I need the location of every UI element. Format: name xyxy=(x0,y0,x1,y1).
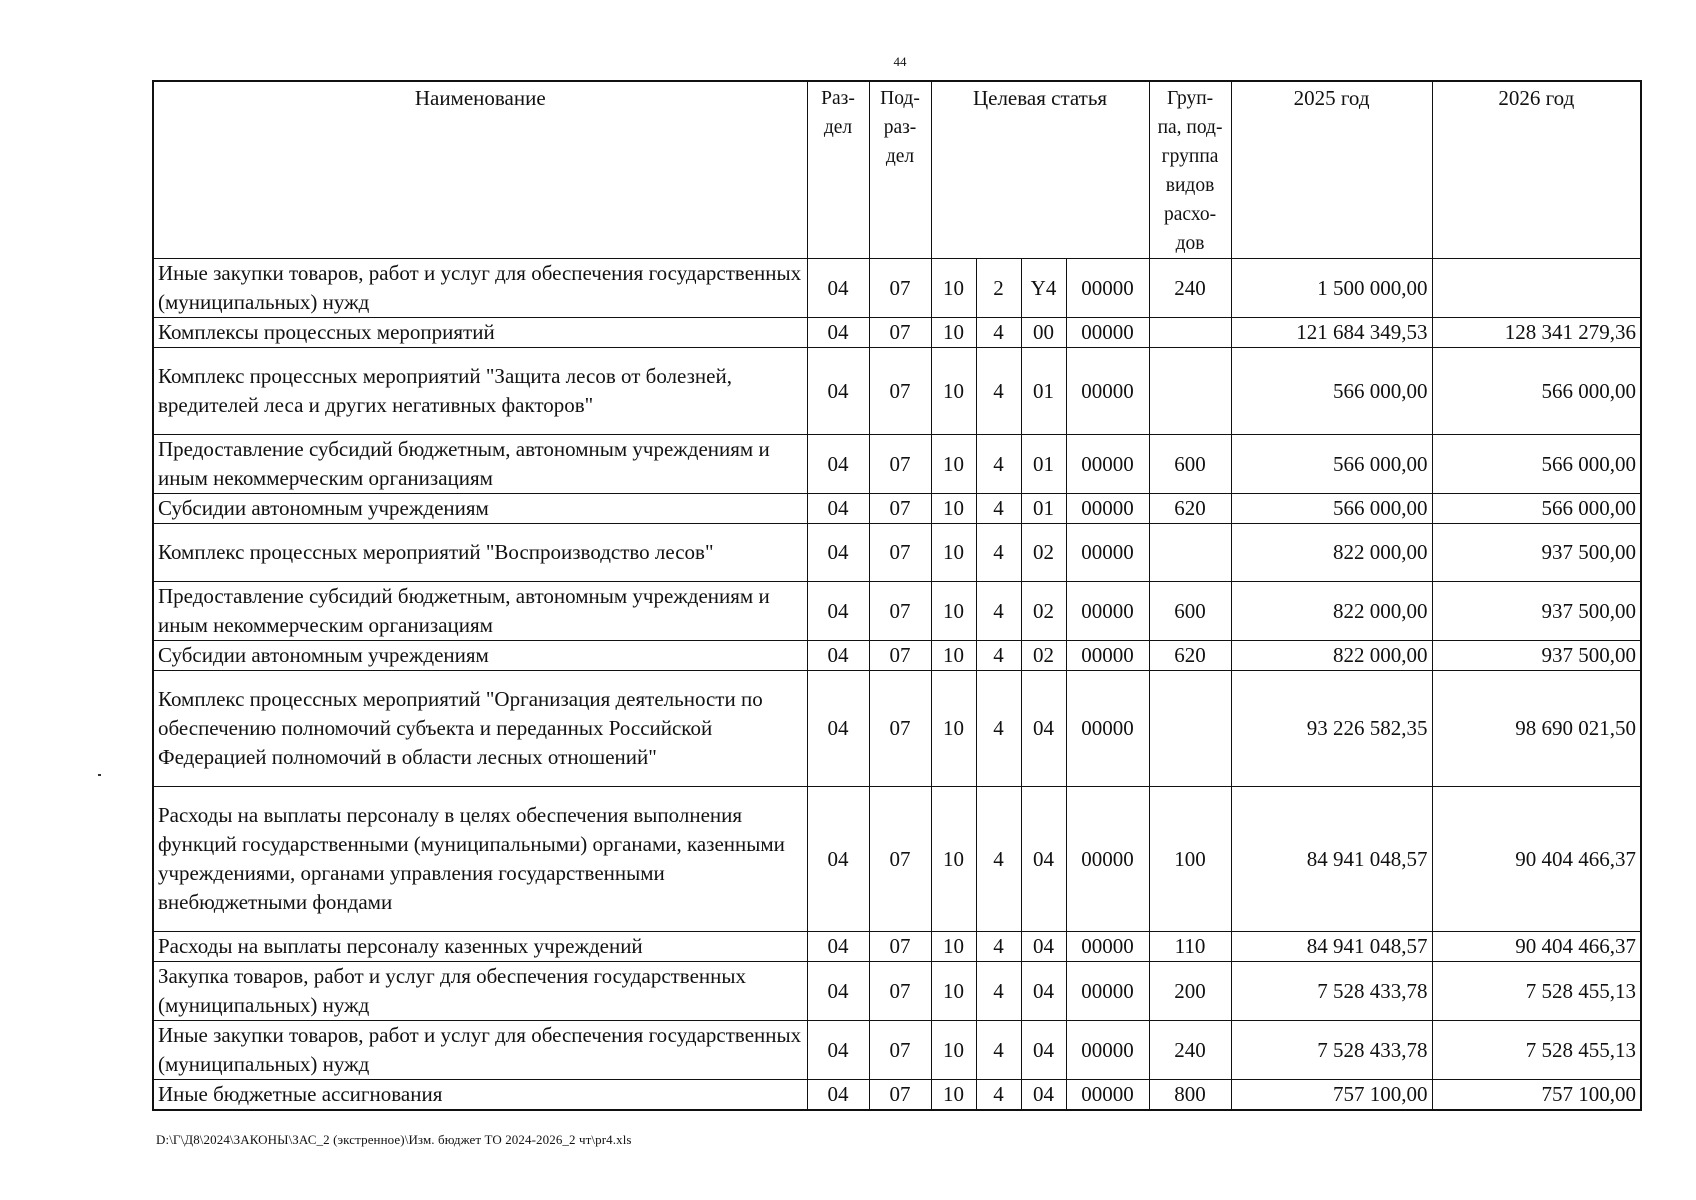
row-target-program: 10 xyxy=(931,962,976,1021)
row-target-type: 4 xyxy=(976,671,1021,787)
row-amount-2026: 566 000,00 xyxy=(1432,494,1641,524)
row-target-program: 10 xyxy=(931,259,976,318)
file-path-footer: D:\Г\Д8\2024\ЗАКОНЫ\ЗАС_2 (экстренное)\Изм. бюджет ТО 2024-2026_2 чт\pr4.xls xyxy=(156,1132,632,1147)
row-amount-2025: 822 000,00 xyxy=(1231,641,1432,671)
page-number: 44 xyxy=(893,54,907,69)
row-amount-2025: 84 941 048,57 xyxy=(1231,787,1432,932)
row-amount-2025: 566 000,00 xyxy=(1231,435,1432,494)
row-expense-group xyxy=(1149,524,1231,582)
row-target-subitem: 02 xyxy=(1021,582,1066,641)
row-target-type: 4 xyxy=(976,1021,1021,1080)
row-target-subitem: 04 xyxy=(1021,1021,1066,1080)
row-target-type: 4 xyxy=(976,962,1021,1021)
row-target-direction: 00000 xyxy=(1066,582,1149,641)
row-subsection: 07 xyxy=(869,582,931,641)
row-subsection: 07 xyxy=(869,671,931,787)
row-amount-2025: 566 000,00 xyxy=(1231,494,1432,524)
row-target-type: 4 xyxy=(976,787,1021,932)
row-name: Комплекс процессных мероприятий "Защита лесов от болезней, вредителей леса и других негативных факторов" xyxy=(153,348,807,435)
row-target-type: 4 xyxy=(976,524,1021,582)
row-target-program: 10 xyxy=(931,524,976,582)
row-section: 04 xyxy=(807,787,869,932)
row-amount-2026: 98 690 021,50 xyxy=(1432,671,1641,787)
row-amount-2026: 937 500,00 xyxy=(1432,641,1641,671)
row-amount-2025: 7 528 433,78 xyxy=(1231,962,1432,1021)
row-target-subitem: 04 xyxy=(1021,787,1066,932)
row-target-subitem: 02 xyxy=(1021,641,1066,671)
row-amount-2025: 566 000,00 xyxy=(1231,348,1432,435)
row-target-direction: 00000 xyxy=(1066,259,1149,318)
row-name: Субсидии автономным учреждениям xyxy=(153,494,807,524)
row-target-direction: 00000 xyxy=(1066,1080,1149,1111)
row-name: Иные закупки товаров, работ и услуг для обеспечения государственных (муниципальных) нужд xyxy=(153,259,807,318)
table-row xyxy=(153,1021,1641,1080)
row-amount-2026: 128 341 279,36 xyxy=(1432,318,1641,348)
row-subsection: 07 xyxy=(869,962,931,1021)
table-row xyxy=(153,962,1641,1021)
row-subsection: 07 xyxy=(869,524,931,582)
row-name: Иные закупки товаров, работ и услуг для обеспечения государственных (муниципальных) нужд xyxy=(153,1021,807,1080)
row-amount-2026: 7 528 455,13 xyxy=(1432,962,1641,1021)
row-amount-2025: 822 000,00 xyxy=(1231,582,1432,641)
row-target-subitem: 04 xyxy=(1021,932,1066,962)
row-expense-group xyxy=(1149,671,1231,787)
row-name: Комплексы процессных мероприятий xyxy=(153,318,807,348)
row-target-direction: 00000 xyxy=(1066,524,1149,582)
row-expense-group: 600 xyxy=(1149,435,1231,494)
row-section: 04 xyxy=(807,932,869,962)
table-body xyxy=(153,259,1641,1111)
row-subsection: 07 xyxy=(869,435,931,494)
row-subsection: 07 xyxy=(869,318,931,348)
row-target-subitem: 04 xyxy=(1021,962,1066,1021)
row-amount-2025: 7 528 433,78 xyxy=(1231,1021,1432,1080)
row-amount-2025: 757 100,00 xyxy=(1231,1080,1432,1111)
row-target-direction: 00000 xyxy=(1066,1021,1149,1080)
row-amount-2026: 937 500,00 xyxy=(1432,582,1641,641)
row-target-direction: 00000 xyxy=(1066,962,1149,1021)
header-expense-group: Груп- па, под- группа видов расхо- дов xyxy=(1149,81,1231,259)
row-section: 04 xyxy=(807,641,869,671)
row-amount-2026: 566 000,00 xyxy=(1432,435,1641,494)
row-name: Предоставление субсидий бюджетным, автономным учреждениям и иным некоммерческим организациям xyxy=(153,582,807,641)
row-name: Иные бюджетные ассигнования xyxy=(153,1080,807,1111)
row-name: Комплекс процессных мероприятий "Организация деятельности по обеспечению полномочий субъекта и переданных Российской Федерацией полномочий в области лесных отношений" xyxy=(153,671,807,787)
row-subsection: 07 xyxy=(869,348,931,435)
row-target-type: 4 xyxy=(976,435,1021,494)
row-expense-group: 200 xyxy=(1149,962,1231,1021)
row-subsection: 07 xyxy=(869,1021,931,1080)
row-target-type: 4 xyxy=(976,1080,1021,1111)
row-amount-2026: 937 500,00 xyxy=(1432,524,1641,582)
row-target-subitem: 01 xyxy=(1021,494,1066,524)
row-expense-group: 600 xyxy=(1149,582,1231,641)
row-section: 04 xyxy=(807,582,869,641)
row-target-subitem: Y4 xyxy=(1021,259,1066,318)
header-subsection: Под- раз- дел xyxy=(869,81,931,259)
row-name: Субсидии автономным учреждениям xyxy=(153,641,807,671)
row-name: Предоставление субсидий бюджетным, автономным учреждениям и иным некоммерческим организациям xyxy=(153,435,807,494)
row-target-program: 10 xyxy=(931,318,976,348)
row-target-direction: 00000 xyxy=(1066,494,1149,524)
row-name: Закупка товаров, работ и услуг для обеспечения государственных (муниципальных) нужд xyxy=(153,962,807,1021)
row-amount-2026: 90 404 466,37 xyxy=(1432,932,1641,962)
row-target-direction: 00000 xyxy=(1066,641,1149,671)
header-target-article: Целевая статья xyxy=(931,81,1149,259)
row-expense-group: 240 xyxy=(1149,259,1231,318)
row-target-program: 10 xyxy=(931,671,976,787)
row-target-program: 10 xyxy=(931,932,976,962)
row-target-direction: 00000 xyxy=(1066,435,1149,494)
row-section: 04 xyxy=(807,1080,869,1111)
row-target-type: 4 xyxy=(976,494,1021,524)
row-subsection: 07 xyxy=(869,641,931,671)
row-target-direction: 00000 xyxy=(1066,671,1149,787)
row-amount-2025: 822 000,00 xyxy=(1231,524,1432,582)
row-target-program: 10 xyxy=(931,787,976,932)
header-year-2025: 2025 год xyxy=(1231,81,1432,259)
row-section: 04 xyxy=(807,259,869,318)
header-year-2026: 2026 год xyxy=(1432,81,1641,259)
row-target-direction: 00000 xyxy=(1066,787,1149,932)
row-section: 04 xyxy=(807,962,869,1021)
table-row xyxy=(153,932,1641,962)
table-row xyxy=(153,318,1641,348)
table-row xyxy=(153,582,1641,641)
row-expense-group: 110 xyxy=(1149,932,1231,962)
row-subsection: 07 xyxy=(869,259,931,318)
row-amount-2025: 121 684 349,53 xyxy=(1231,318,1432,348)
row-target-direction: 00000 xyxy=(1066,318,1149,348)
table-row xyxy=(153,259,1641,318)
header-section: Раз- дел xyxy=(807,81,869,259)
table-row xyxy=(153,641,1641,671)
row-subsection: 07 xyxy=(869,1080,931,1111)
row-section: 04 xyxy=(807,524,869,582)
row-target-subitem: 04 xyxy=(1021,1080,1066,1111)
row-target-program: 10 xyxy=(931,1080,976,1111)
row-target-type: 4 xyxy=(976,348,1021,435)
table-row xyxy=(153,348,1641,435)
row-expense-group: 620 xyxy=(1149,494,1231,524)
row-expense-group: 620 xyxy=(1149,641,1231,671)
row-amount-2025: 93 226 582,35 xyxy=(1231,671,1432,787)
row-target-subitem: 01 xyxy=(1021,348,1066,435)
row-section: 04 xyxy=(807,671,869,787)
row-target-program: 10 xyxy=(931,582,976,641)
row-target-program: 10 xyxy=(931,494,976,524)
row-section: 04 xyxy=(807,435,869,494)
row-target-type: 2 xyxy=(976,259,1021,318)
row-target-subitem: 04 xyxy=(1021,671,1066,787)
row-subsection: 07 xyxy=(869,787,931,932)
row-target-program: 10 xyxy=(931,435,976,494)
row-target-program: 10 xyxy=(931,1021,976,1080)
row-section: 04 xyxy=(807,1021,869,1080)
scan-mark xyxy=(98,774,101,776)
row-name: Расходы на выплаты персоналу казенных учреждений xyxy=(153,932,807,962)
row-expense-group xyxy=(1149,318,1231,348)
table-row xyxy=(153,494,1641,524)
row-name: Расходы на выплаты персоналу в целях обеспечения выполнения функций государственными (муниципальными) органами, казенными учреждениями, органами управления государственными внебюджетными фондами xyxy=(153,787,807,932)
row-name: Комплекс процессных мероприятий "Воспроизводство лесов" xyxy=(153,524,807,582)
row-section: 04 xyxy=(807,318,869,348)
table-row xyxy=(153,524,1641,582)
header-name: Наименование xyxy=(153,81,807,259)
row-section: 04 xyxy=(807,494,869,524)
table-row xyxy=(153,671,1641,787)
row-expense-group: 100 xyxy=(1149,787,1231,932)
table-row xyxy=(153,1080,1641,1111)
row-amount-2025: 1 500 000,00 xyxy=(1231,259,1432,318)
row-amount-2026: 757 100,00 xyxy=(1432,1080,1641,1111)
row-target-subitem: 02 xyxy=(1021,524,1066,582)
row-expense-group xyxy=(1149,348,1231,435)
row-expense-group: 800 xyxy=(1149,1080,1231,1111)
row-expense-group: 240 xyxy=(1149,1021,1231,1080)
budget-table xyxy=(152,80,1642,1111)
row-subsection: 07 xyxy=(869,932,931,962)
table-row xyxy=(153,435,1641,494)
row-subsection: 07 xyxy=(869,494,931,524)
row-target-program: 10 xyxy=(931,348,976,435)
row-target-type: 4 xyxy=(976,641,1021,671)
row-amount-2025: 84 941 048,57 xyxy=(1231,932,1432,962)
row-target-type: 4 xyxy=(976,318,1021,348)
row-target-subitem: 01 xyxy=(1021,435,1066,494)
row-amount-2026: 566 000,00 xyxy=(1432,348,1641,435)
row-target-direction: 00000 xyxy=(1066,932,1149,962)
row-target-program: 10 xyxy=(931,641,976,671)
row-amount-2026 xyxy=(1432,259,1641,318)
row-amount-2026: 90 404 466,37 xyxy=(1432,787,1641,932)
row-target-type: 4 xyxy=(976,932,1021,962)
row-section: 04 xyxy=(807,348,869,435)
row-target-direction: 00000 xyxy=(1066,348,1149,435)
table-row xyxy=(153,787,1641,932)
row-amount-2026: 7 528 455,13 xyxy=(1432,1021,1641,1080)
row-target-type: 4 xyxy=(976,582,1021,641)
row-target-subitem: 00 xyxy=(1021,318,1066,348)
